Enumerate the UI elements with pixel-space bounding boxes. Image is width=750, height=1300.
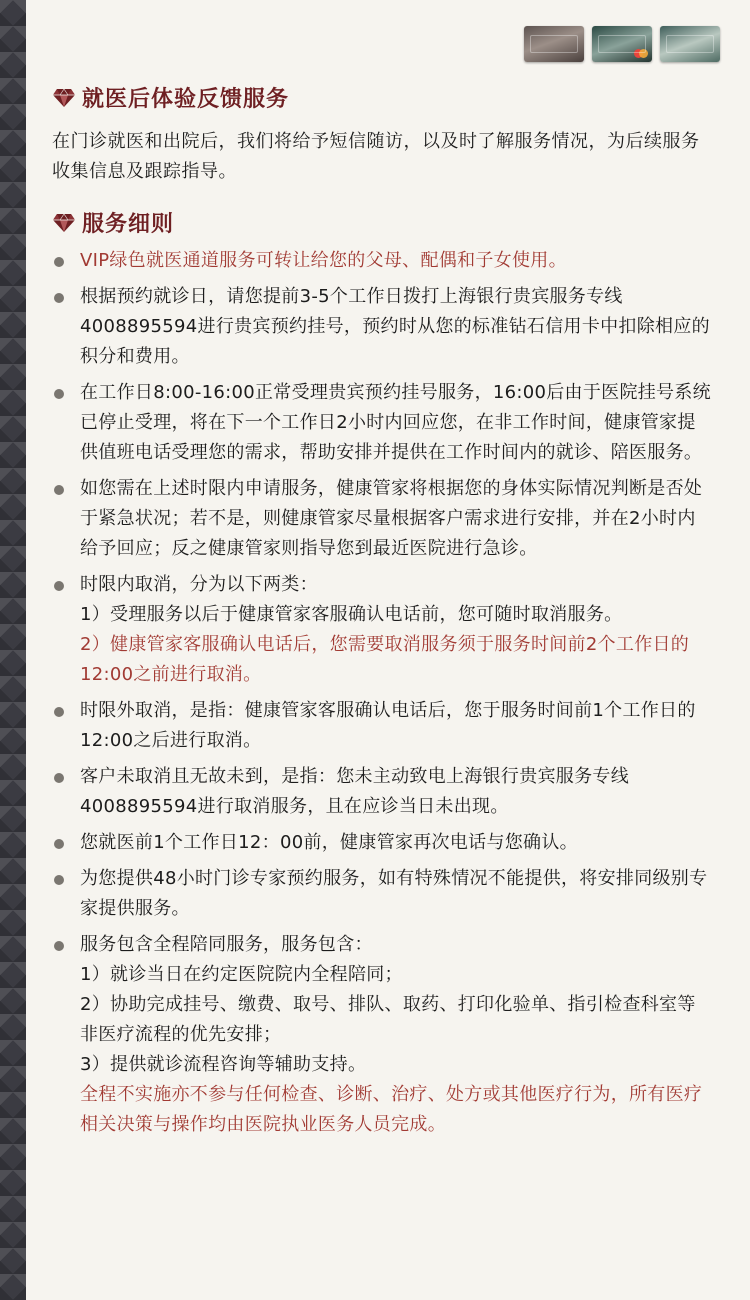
list-subitem: 2）健康管家客服确认电话后，您需要取消服务须于服务时间前2个工作日的12:00之前进行取消。 [80, 634, 690, 685]
list-item: VIP绿色就医通道服务可转让给您的父母、配偶和子女使用。 [52, 246, 712, 276]
medical-disclaimer: 全程不实施亦不参与任何检查、诊断、治疗、处方或其他医疗行为，所有医疗相关决策与操作均由医院执业医务人员完成。 [80, 1084, 703, 1135]
list-item: 客户未取消且无故未到，是指：您未主动致电上海银行贵宾服务专线4008895594进行取消服务，且在应诊当日未出现。 [52, 762, 712, 822]
section-title-text: 就医后体验反馈服务 [82, 87, 290, 112]
section-title-feedback [52, 82, 712, 113]
list-item: 如您需在上述时限内申请服务，健康管家将根据您的身体实际情况判断是否处于紧急状况；若不是，则健康管家尽量根据客户需求进行安排，并在2小时内给予回应；反之健康管家则指导您到最近医院进行急诊。 [52, 474, 712, 564]
list-subitem: 1）就诊当日在约定医院院内全程陪同； [80, 964, 403, 985]
list-item-text: 服务包含全程陪同服务，服务包含： [80, 934, 373, 955]
list-item [52, 930, 712, 1140]
credit-card-image-3 [660, 26, 720, 62]
mastercard-logo-icon [634, 49, 648, 58]
list-item: 在工作日8:00-16:00正常受理贵宾预约挂号服务，16:00后由于医院挂号系统已停止受理，将在下一个工作日2小时内回应您，在非工作时间，健康管家提供值班电话受理您的需求，帮助安排并提供在工作时间内的就诊、陪医服务。 [52, 378, 712, 468]
decorative-side-strip [0, 0, 26, 1300]
diamond-icon [52, 213, 76, 233]
list-subitem: 1）受理服务以后于健康管家客服确认电话前，您可随时取消服务。 [80, 604, 623, 625]
list-item [52, 570, 712, 690]
credit-card-image-1 [524, 26, 584, 62]
list-item-text: 时限内取消，分为以下两类： [80, 574, 318, 595]
list-item: 为您提供48小时门诊专家预约服务，如有特殊情况不能提供，将安排同级别专家提供服务。 [52, 864, 712, 924]
main-content [52, 78, 712, 1146]
list-subitem: 3）提供就诊流程咨询等辅助支持。 [80, 1054, 367, 1075]
section-title-rules [52, 207, 712, 238]
credit-card-image-2 [592, 26, 652, 62]
diamond-icon [52, 88, 76, 108]
list-subitem: 2）协助完成挂号、缴费、取号、排队、取药、打印化验单、指引检查科室等非医疗流程的优先安排； [80, 994, 696, 1045]
list-item: 时限外取消，是指：健康管家客服确认电话后，您于服务时间前1个工作日的12:00之后进行取消。 [52, 696, 712, 756]
feedback-description: 在门诊就医和出院后，我们将给予短信随访，以及时了解服务情况，为后续服务收集信息及跟踪指导。 [52, 131, 700, 182]
list-item: 您就医前1个工作日12：00前，健康管家再次电话与您确认。 [52, 828, 712, 858]
section-title-text: 服务细则 [82, 212, 175, 237]
list-item: 根据预约就诊日，请您提前3-5个工作日拨打上海银行贵宾服务专线4008895594进行贵宾预约挂号，预约时从您的标准钻石信用卡中扣除相应的积分和费用。 [52, 282, 712, 372]
rules-list [52, 246, 712, 1140]
card-images [524, 26, 720, 62]
